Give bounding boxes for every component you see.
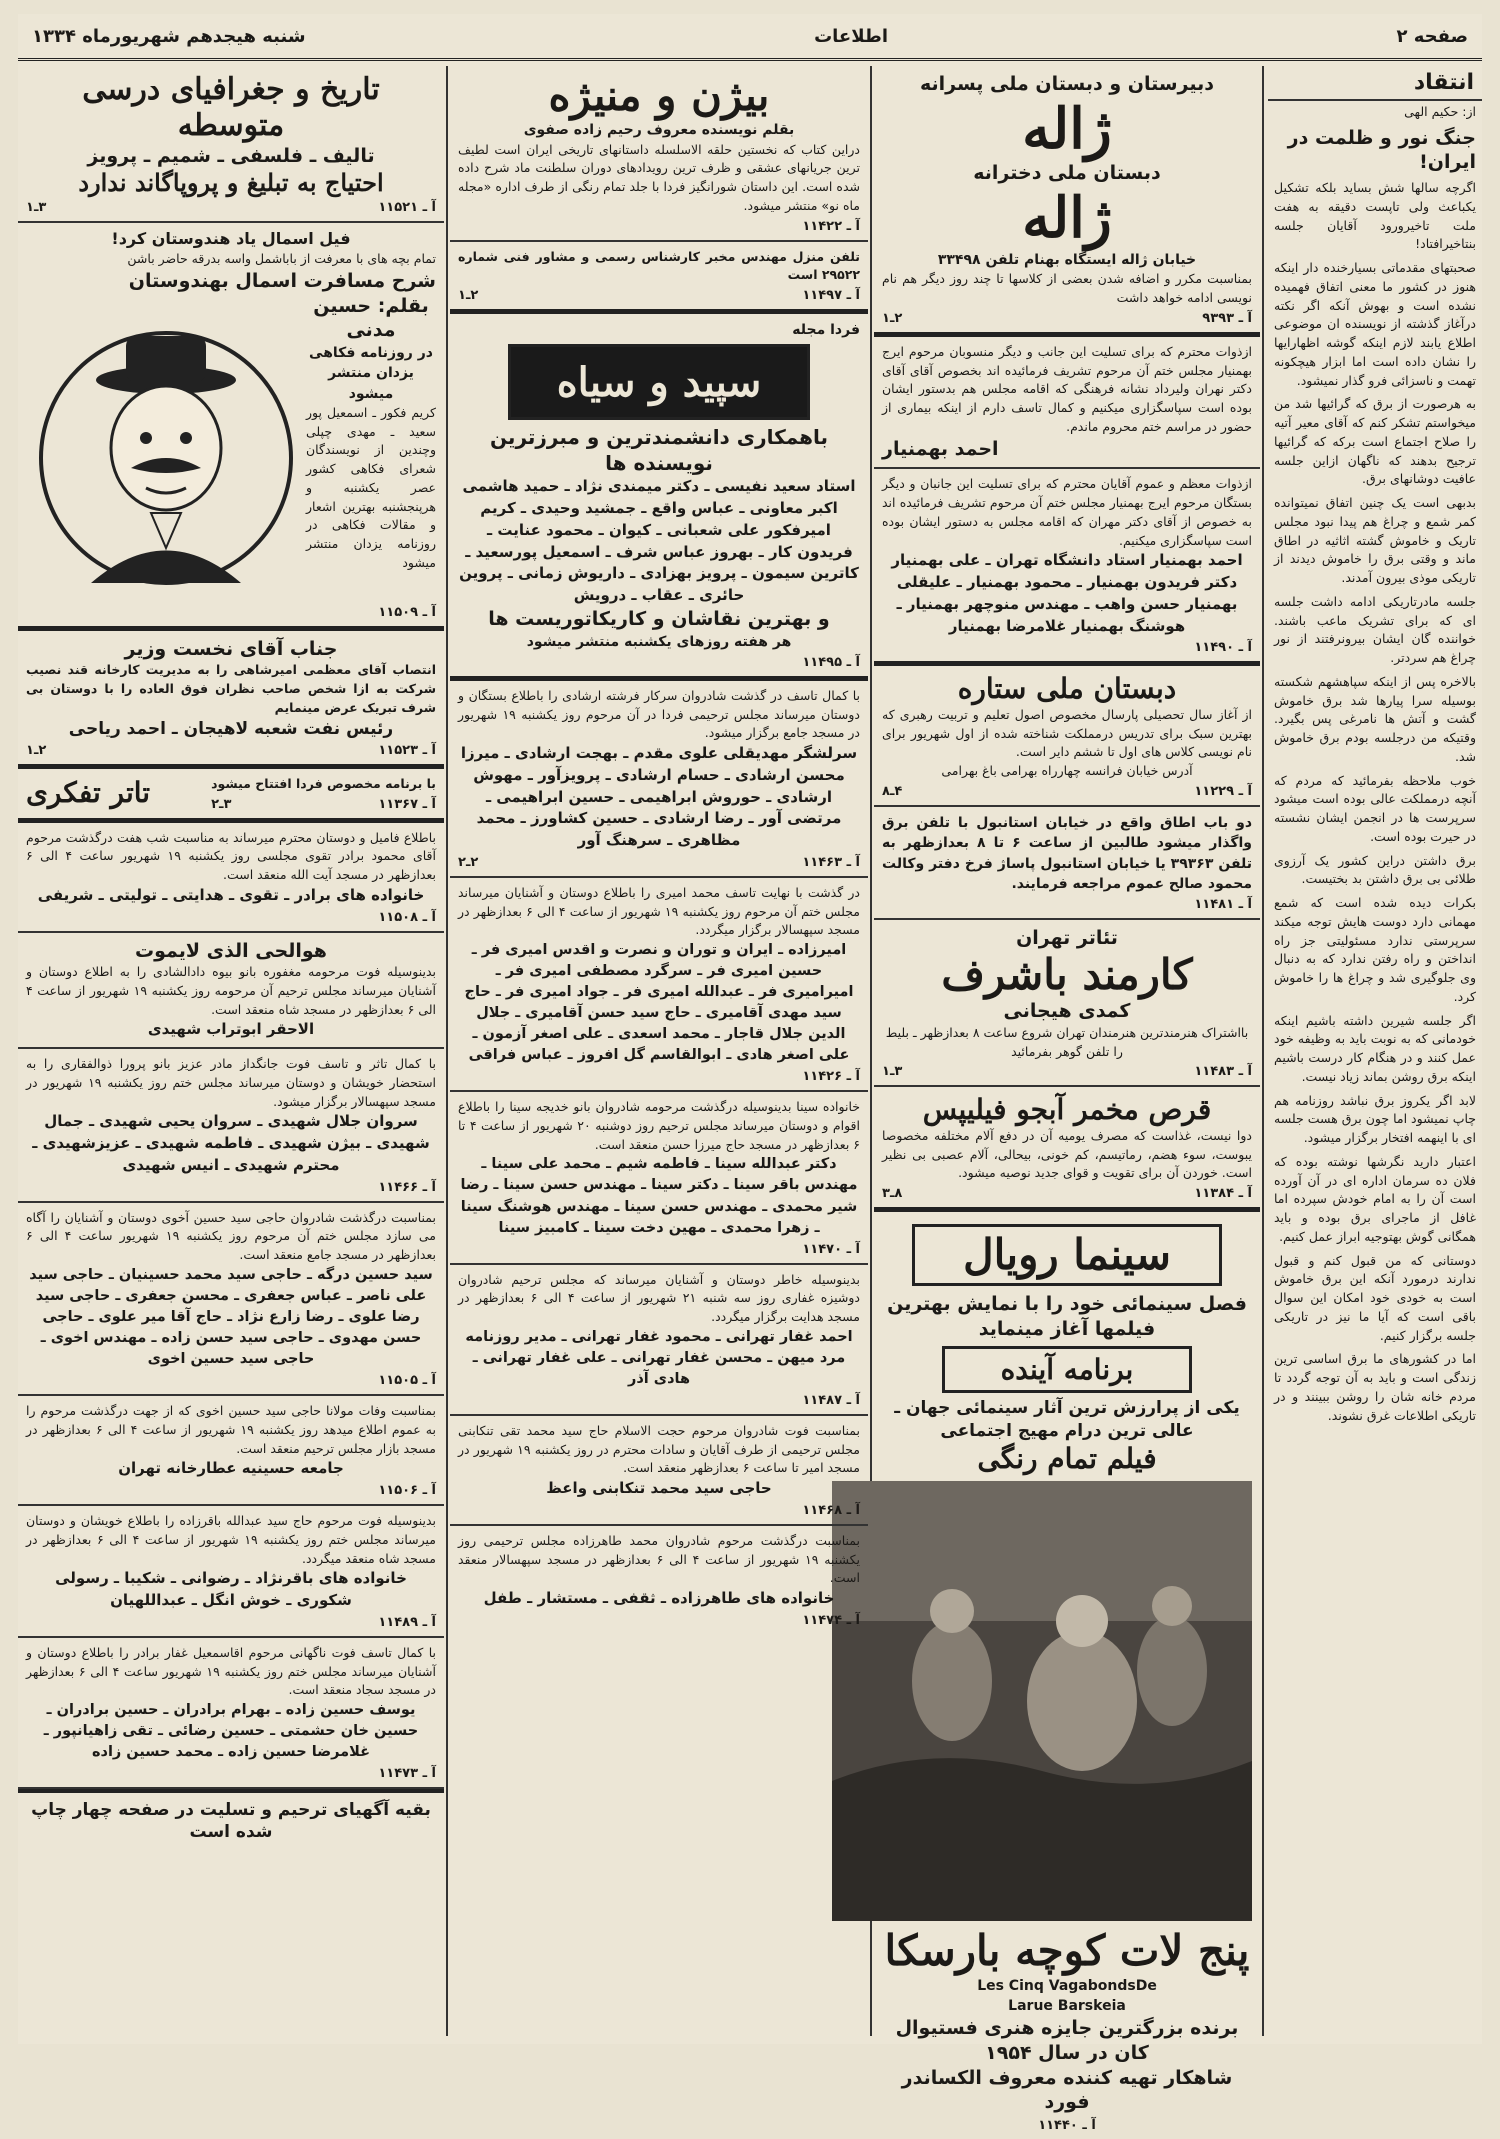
phone-notice-text: تلفن منزل مهندس مخبر کارشناس رسمی و مشاور فنی شماره ۲۹۵۲۲ است [458, 248, 860, 283]
ad-reference: آ ـ ۱۱۴۹۵ [802, 654, 860, 670]
ad-reference: آ ـ ۱۱۴۲۶ [802, 1069, 860, 1085]
critique-paragraph: برق داشتن دراین کشور یک آرزوی طلائی بی برق داشتن بد بختیست. [1274, 852, 1476, 887]
textbook-authors: تالیف ـ فلسفی ـ شمیم ـ پرویز [87, 145, 375, 167]
notice-names: خانواده های برادر ـ تقوی ـ هدایتی ـ تولیتی ـ شریفی [37, 885, 425, 904]
condolence-notice [18, 1506, 444, 1638]
travel-byline: بقلم: حسین مدنی [313, 294, 429, 342]
cinema-film-description: یکی از پرارزش ترین آثار سینمائی جهان ـ عالی ترین درام مهیج اجتماعی [894, 1398, 1240, 1441]
cinema-program-label: برنامه آینده [1000, 1352, 1134, 1386]
masthead-date: شنبه هیجدهم شهریورماه ۱۳۳۴ [32, 25, 306, 47]
notice-text: خانواده سینا بدینوسیله درگذشت مرحومه شادروان بانو خدیجه سینا را باطلاع اقوام و دوستان میرساند مجلس ترحیم روز دوشنبه ۲۰ شهریور از ساعت ۴ تا ۶ بعدازظهر در مسجد حاج میرزا حسن منعقد است. [458, 1099, 860, 1152]
notice-text: بمناسبت وفات مولانا حاجی سید حسین اخوی که از جهت درگذشت مرحوم را به عموم اطلاع میدهد روز یکشنبه ۱۹ شهریور از ساعت ۴ الی ۶ بعدازظهر در مسجد بازار مجلس ترحیم منعقد است. [26, 1403, 436, 1456]
ad-insert-number: ۳ـ۱ [26, 200, 47, 216]
book-title: بیژن و منیژه [548, 71, 770, 120]
pill-text: دوا نیست، غذاست که مصرف یومیه آن در دفع آلام مختلفه مخصوصا یبوست، سوء هضم، رماتیسم، کم خونی، بیحالی، آلام عصبی بی نظیر است. خوردن آن برای تقویت و قوای جدید نوصیه میشود. [882, 1127, 1252, 1181]
ad-reference: آ ـ ۱۱۴۲۲ [802, 218, 860, 234]
condolence-notice [450, 878, 868, 1092]
condolence-notice [450, 1416, 868, 1526]
ad-reference: آ ـ ۱۱۵۰۹ [378, 604, 436, 620]
ad-insert-number: ۲ـ۱ [882, 310, 903, 326]
zhaleh-school-name: ژاله [1022, 95, 1112, 162]
ad-insert-number: ۲ـ۱ [26, 742, 47, 758]
ad-reference: آ ـ ۱۱۴۸۷ [802, 1392, 860, 1408]
film-title-french-line1: Les Cinq VagabondsDe [977, 1977, 1157, 1994]
critique-paragraph: به هرصورت از برق که گرائیها شد من میخواستم تشکر کنم که آقای معیر آتیه را صلاح اجتماع است برکه که گرائیها ترجیح بدهند که ناگهان ازاین جلسه عافیت دوشانهای برق. [1274, 396, 1476, 487]
footer-text: بقیه آگهیای ترحیم و تسلیت در صفحه چهار چاپ شده است [31, 1800, 431, 1843]
magazine-logo [508, 344, 810, 420]
travel-heading: شرح مسافرت اسمال بهندوستان [128, 270, 436, 293]
prime-minister-notice [18, 631, 444, 769]
critique-paragraph: صحبتهای مقدماتی بسیارخنده دار اینکه هنوز در کشور ما معنی اتفاق فهمیده نشده است و بهوش آنکه اگر نکته درآغاز گذشته از نویسنده ان موضوعی اطلاع یابند لازم اینکه گوشه اظهارایها را نشان داده است اما ابزار هیچکونه تهمت و ناسزائی فرو گذار نمیشود. [1274, 260, 1476, 388]
ad-reference: آ ـ ۱۱۴۶۶ [378, 1179, 436, 1195]
critique-paragraph: اگر جلسه شیرین داشته باشیم اینکه خودمانی که به نوبت باید به وظیفه خود عمل کنند و در هنگام کار درست باشیم اینکه برق روشن بماند زیاد نیست. [1274, 1012, 1476, 1084]
notice-names: خانواده های طاهرزاده ـ ثقفی ـ مستشار ـ طفل [483, 1589, 835, 1608]
notice-names: حاجی سید محمد تنکابنی واعظ [546, 1479, 772, 1498]
ad-reference: آ ـ ۱۱۴۷۳ [378, 1766, 436, 1782]
ad-reference: آ ـ ۱۱۴۸۹ [378, 1614, 436, 1630]
sepid-va-siah-magazine-ad [450, 314, 868, 681]
travel-text: کریم فکور ـ اسمعیل پور سعید ـ مهدی چپلی وچندین از نویسندگان شعرای فکاهی کشور عصر یکشنبه و هرپنجشنبه بهترین اشعار و مقالات فکاهی در روزنامه یزدان منتشر میشود [306, 404, 436, 570]
critique-paragraph: بکرات دیده شده است که شمع مهمانی دارد دوست هایش توجه میکند سرپرستی ندارد مسئولیتی جز راه انداختن و راه رفتن ندارد که به دنبال وی جلوگیری شد و چراغ ها را خاموش کرد. [1274, 895, 1476, 1004]
column-rule [1262, 66, 1264, 2036]
history-textbook-ad [18, 66, 444, 223]
notice-names: امیرزاده ـ ایران و توران و نصرت و اقدس امیری فر ـ حسین امیری فر ـ سرگرد مصطفی امیری فر ـ امیرامیری فر ـ عبدالله امیری فر ـ جواد امیری فر ـ حاج سید مهدی آقامیری ـ حاج سید حسن آقامیری ـ جلال الدین جلال قاجار ـ محمد اسعدی ـ علی اصغر آزمون ـ علی اصغر هادی ـ ابوالقاسم گل افروز ـ عباس فراقی [464, 942, 854, 1064]
ad-reference: آ ـ ۱۱۴۸۳ [1194, 1064, 1252, 1080]
ad-reference: آ ـ ۱۱۵۲۳ [378, 742, 436, 758]
setareh-title: دبستان ملی ستاره [957, 672, 1177, 706]
bizhan-book-ad [450, 66, 868, 242]
magazine-contributors: استاد سعید نفیسی ـ دکتر میمندی نژاد ـ حمید هاشمی اکبر معاونی ـ عباس واقع ـ جمشید وحیدی ـ کریم امیرفکور علی شعبانی ـ کیوان ـ محمود عنایت ـ فریدون کار ـ بهروز عباس شرف ـ اسمعیل پورسعید ـ کاترین سیمون ـ پرویز بهزادی ـ داریوش زمانی ـ پروین حائری ـ عقاب ـ درویش [459, 477, 859, 605]
notice-names: یوسف حسین زاده ـ بهرام برادران ـ حسین برادران ـ حسین خان حشمتی ـ حسین رضائی ـ تقی زاهیانپور ـ غلامرضا حسین زاده ـ محمد حسین زاده [43, 1702, 419, 1761]
notice-names: دکتر عبدالله سینا ـ فاطمه شیم ـ محمد علی سینا ـ مهندس باقر سینا ـ دکتر سینا ـ مهندس حسن سینا ـ رضا شیر محمدی ـ مهندس حسن سینا ـ مهندس هوشنگ سینا ـ زهرا محمدی ـ مهین دخت سینا ـ کامبیز سینا [460, 1156, 858, 1236]
ad-reference: آ ـ ۱۱۳۶۷ [378, 796, 436, 812]
textbook-title: تاریخ و جغرافیای درسی متوسطه [82, 72, 380, 143]
condolence-notice [450, 1265, 868, 1416]
condolence-notice [18, 823, 444, 933]
play-title: کارمند باشرف [941, 949, 1193, 999]
pill-ad [874, 1087, 1260, 1212]
condolence-notice [450, 1092, 868, 1264]
notice-names: سید حسین درگه ـ حاجی سید محمد حسینیان ـ حاجی سید علی ناصر ـ عباس جعفری ـ محسن جعفری ـ حاجی سید رضا علوی ـ رضا زارع نژاد ـ حاج آقا میر علوی ـ حاجی حسن مهدوی ـ حاجی سید حسن زاده ـ مهندس اخوی ـ حاجی سید حسین اخوی [29, 1266, 433, 1367]
zhaleh-girls-school-name: ژاله [1022, 184, 1112, 251]
film-director: شاهکار تهیه کننده معروف الکساندر فورد [901, 2066, 1233, 2114]
rooms-text: دو باب اطاق واقع در خیابان استانبول با تلفن برق واگذار میشود طالبین از ساعت ۶ تا ۸ بعدازظهر به تلفن ۳۹۳۶۳ یا خیابان استانبول پاساژ فرخ دفتر وکالت محمود صالح عموم مراجعه فرمایند. [882, 814, 1252, 892]
ad-reference: آ ـ ۱۱۵۲۱ [378, 200, 436, 216]
ad-insert-number: ۳ـ۱ [882, 1064, 903, 1080]
travel-weekly: در روزنامه فکاهی یزدان منتشر میشود [309, 345, 433, 402]
ad-reference: آ ـ ۱۱۴۷۰ [802, 1241, 860, 1257]
setareh-school-ad [874, 666, 1260, 807]
magazine-artists: و بهترین نقاشان و کاریکاتوریست ها [488, 607, 830, 630]
film-still-photo [832, 1481, 1252, 1921]
notice-text: در گذشت با نهایت تاسف محمد امیری را باطلاع دوستان و آشنایان میرساند مجلس ختم آن مرحوم روز یکشنبه ۱۹ شهریور از ساعت ۴ الی ۶ بعدازظهر در مسجد سپهسالار برگزار میگردد. [458, 884, 860, 938]
book-byline: بقلم نویسنده معروف رحیم زاده صفوی [523, 122, 795, 139]
caricature-illustration [31, 298, 301, 598]
critique-paragraph: بالاخره پس از اینکه سپاهشهم شکسته بوسیله سرا پیارها شد برق خاموش گشت و آتش ها نامرغی پس بگیرد. وقتیکه من درجلسه بودم برق خاموش شد. [1274, 673, 1476, 764]
ad-reference: آ ـ ۱۱۵۰۶ [378, 1483, 436, 1499]
ad-reference: آ ـ ۱۱۲۲۹ [1194, 783, 1252, 799]
zhaleh-girls-school-label: دبستان ملی دخترانه [973, 162, 1161, 185]
condolence-notice [18, 1396, 444, 1506]
notice-text: بمناسبت فوت شادروان مرحوم حجت الاسلام حاج سید محمد تقی تنکابنی مجلس ترحیمی از طرف آقایان و سادات محترم در روز یکشنبه ۱۹ شهریور در مسجد امیر تا ساعت ۶ بعدازظهر منعقد است. [458, 1422, 860, 1476]
ad-reference: آ ـ ۱۱۵۰۵ [378, 1373, 436, 1389]
notice-names: الاحقر ابوتراب شهیدی [147, 1020, 315, 1039]
cinema-royal-ad [874, 1212, 1260, 2139]
ad-reference: آ ـ ۱۱۵۰۸ [378, 909, 436, 925]
notice-text: بدینوسیله خاطر دوستان و آشنایان میرساند که مجلس ترحیم شادروان دوشیزه غفاری روز سه شنبه ۲۱ شهریور از ساعت ۴ الی ۶ بعدازظهر در مسجد هدایت برگزار میگردد. [458, 1271, 860, 1325]
zhaleh-boys-school-label: دبیرستان و دبستان ملی پسرانه [919, 73, 1215, 95]
condolence-notice [874, 337, 1260, 469]
condolence-notice [874, 469, 1260, 666]
zhaleh-note: بمناسبت مکرر و اضافه شدن بعضی از کلاسها تا چند روز دیگر هم نام نویسی ادامه خواهد داشت [882, 271, 1252, 306]
notice-names: خانواده های باقرنژاد ـ رضوانی ـ شکیبا ـ رسولی شکوری ـ خوش انگل ـ عبداللهیان [55, 1569, 407, 1610]
cinema-color-label: فیلم تمام رنگی [977, 1441, 1157, 1475]
condolence-notice [18, 1049, 444, 1203]
ad-reference: آ ـ ۱۱۴۶۳ [802, 854, 860, 870]
critique-paragraph: اعتبار دارید نگرشها نوشته بوده که فلان ده سرمان اداره ای در آن آورده است آن را به امام خودش سپرده اما غافل از ماجرای برق بوده و باید همگانی گوش بهتوجیه ابراز عمل کنیم. [1274, 1153, 1476, 1244]
notice-text: بدینوسیله فوت مرحومه مغفوره بانو بیوه دادالشادی را به اطلاع دوستان و آشنایان میرساند مجلس ترحیم آن مرحومه روز یکشنبه ۱۹ شهریور از ساعت ۴ الی ۶ بعدازظهر در مسجد شاه منعقد است. [26, 964, 436, 1017]
ad-reference: آ ـ ۱۱۳۸۴ [1194, 1186, 1252, 1202]
ad-reference: آ ـ ۱۱۴۹۷ [802, 288, 860, 304]
critique-title: انتقاد [1268, 66, 1482, 101]
pm-signature: رئیس نفت شعبه لاهیجان ـ احمد ریاحی [68, 718, 394, 739]
ad-reference: آ ـ ۱۱۴۷۴ [802, 1612, 860, 1628]
notice-text: بمناسبت درگذشت مرحوم شادروان محمد طاهرزاده مجلس ترحیمی روز یکشنبه ۱۹ شهریور از ساعت ۴ الی ۶ بعدازظهر در مسجد سپهسالار منعقد است. [458, 1532, 860, 1586]
critique-paragraph: لابد اگر یکروز برق نباشد روزنامه هم چاپ نمیشود اما چون برق هست جلسه ای با اینهمه افتخار برگزار میشود. [1274, 1092, 1476, 1146]
zhaleh-school-ad [874, 66, 1260, 337]
film-award: برنده بزرگترین جایزه هنری فستیوال کان در سال ۱۹۵۴ [895, 2017, 1239, 2064]
notice-text: باطلاع فامیل و دوستان محترم میرساند به مناسبت شب هفت درگذشت مرحوم آقای محمود برادر تقوی مجلسی روز یکشنبه ۱۹ شهریور ساعت ۴ الی ۶ بعدازظهر در مسجد آیت الله منعقد است. [26, 829, 436, 882]
book-description: دراین کتاب که نخستین حلقه الاسلسله داستانهای تاریخی ایران است لطیف ترین جریانهای عشقی و ظرف ترین رویدادهای دوران سلطنت ماد شرح داده شده است. این داستان شورانگیز فردا با جلد تمام رنگی از طرف اداره «مجله ماه نو» منتشر میشود. [458, 141, 860, 213]
critique-paragraph: اما در کشورهای ما برق اساسی ترین زندگی است و باید به آن توجه گردد تا مردم خانه شان را روشن ببینند و در تاریکی اطلاعات غرق نشوند. [1274, 1351, 1476, 1423]
film-title: پنج لات کوچه بارسکا [884, 1926, 1250, 1976]
critique-column [1268, 66, 1482, 2036]
condolence-notice [450, 681, 868, 878]
critique-author: از: حکیم الهی [1404, 104, 1476, 119]
taghakori-pre-label: با برنامه مخصوص فردا افتتاح میشود [211, 775, 436, 791]
ad-reference: آ ـ ۱۱۴۹۰ [1194, 640, 1252, 656]
notice-title: هوالحی الذی لایموت [135, 939, 327, 962]
ad-reference: آ ـ ۹۳۹۳ [1202, 310, 1252, 326]
notice-text: ازذوات محترم که برای تسلیت این جانب و دیگر منسوبان مرحوم ایرج بهمنیار مجلس ختم آن مرحوم تشریف فرمائیده اند بخصوص آقای آقای دکتر نهران ولیرداد نشانه فرهنگی که اقامه مجلس هم بدستور ایشان بوده است سپاسگزاری میکنیم و کمال تاسف دارم از اینکه بیماری از حضور در مراسم ختم محروم ماندم. [882, 343, 1252, 434]
critique-heading: جنگ نور و ظلمت در ایران! [1287, 126, 1476, 174]
condolence-notice [18, 1638, 444, 1789]
elephant-headline: فیل اسمال یاد هندوستان کرد! [111, 229, 351, 249]
condolence-notice [18, 1203, 444, 1396]
critique-paragraph: دوستانی که من قبول کنم و قبول ندارند درمورد آنکه این برق خاموش است به خودی خود امکان این سوال باقی است که آیا ما نیز در تاریکی جلسه برگزار کنیم. [1274, 1252, 1476, 1343]
engineer-phone-notice [450, 242, 868, 315]
pm-title: جناب آقای نخست وزیر [124, 637, 338, 660]
ad-insert-number: ۳ـ۲ [211, 796, 232, 812]
masthead [18, 14, 1482, 61]
notice-text: ازذوات معظم و عموم آقایان محترم که برای تسلیت این جانبان و دیگر بستگان مرحوم ایرج بهمنیار مجلس ختم آن مرحوم تشریف فرمائیده اند به خصوص از آقای دکتر مهران که اقامه مجلس به دستور ایشان بوده است سپاسگزاری میکنیم. [882, 476, 1252, 548]
notice-text: با کمال تاسف در گذشت شادروان سرکار فرشته ارشادی را باطلاع بستگان و دوستان میرساند مجلس ترحیمی فردا در آن مرحوم روز یکشنبه ۱۹ شهریور در مسجد جامع برگزار میشود. [458, 687, 860, 741]
critique-paragraph: جلسه مادرتاریکی ادامه داشت جلسه ای که برای تشریک ماعب باشند. خواننده گان ایشان بیرونرفتند از نور چراغ هم سردتر. [1274, 593, 1476, 666]
setareh-text: از آغاز سال تحصیلی پارسال مخصوص اصول تعلیم و تربیت رهبری که بهترین سبک برای تدریس درمملکت شناخته شده از اول شهریور برای نام نویسی کلاس های اول تا ششم دایر است. [882, 706, 1252, 760]
theater-ad [874, 920, 1260, 1087]
critique-paragraph: اگرچه سالها شش بساید بلکه تشکیل یکباعث ولی تاپست دقیقه به هفت ملت تاخیرورود آقایان جلسه بنتاخیرافتاد! [1274, 180, 1476, 252]
elephant-subline: تمام بچه های با معرفت از باباشمل واسه بدرقه حاضر باشن [127, 251, 436, 267]
yazdan-humor-ad [18, 223, 444, 630]
critique-paragraph: خوب ملاحظه بفرمائید که مردم که آنچه درمملکت عالی بوده است میشود سرپرست ها در انجمن ایشان نشسته در حیرت بوده است. [1274, 772, 1476, 844]
notice-text: با کمال تاسف فوت ناگهانی مرحوم اقاسمعیل غفار برادر را باطلاع دوستان و آشنایان میرساند مجلس ختم روز یکشنبه ۱۹ شهریور ساعت ۴ الی ۶ بعدازظهر در مسجد سجاد منعقد است. [26, 1644, 436, 1698]
notice-names: سرلشگر مهدیقلی علوی مقدم ـ بهجت ارشادی ـ میرزا محسن ارشادی ـ حسام ارشادی ـ پرویزآور ـ مهوش ارشادی ـ حوروش ابراهیمی ـ حسین ابراهیمی ـ مرتضی آور ـ رضا ارشادی ـ حسین کشاورز ـ محمد مظاهری ـ سرهنگ آور [460, 744, 858, 850]
ads-column-center [450, 66, 868, 2036]
cinema-tagline: فصل سینمائی خود را با نمایش بهترین فیلمها آغاز مینماید [887, 1293, 1247, 1341]
magazine-headline: باهمکاری دانشمندترین و مبرزترین نویسنده ها [489, 425, 829, 476]
notice-names: احمد غفار تهرانی ـ محمود غفار تهرانی ـ مدیر روزنامه مرد میهن ـ محسن غفار تهرانی ـ علی غفار تهرانی ـ هادی آذر [465, 1328, 853, 1387]
magazine-schedule: هر هفته روزهای یکشنبه منتشر میشود [526, 633, 792, 650]
textbook-tagline: احتیاج به تبلیغ و پروپاگاند ندارد [78, 167, 384, 197]
rooms-for-rent-ad [874, 807, 1260, 920]
notice-text: بدینوسیله فوت مرحوم حاج سید عبدالله باقرزاده را باطلاع خویشان و دوستان میرساند مجلس ختم روز یکشنبه ۱۹ شهریور از ساعت ۴ الی ۶ بعدازظهر در مسجد شاه منعقد میگردد. [26, 1513, 436, 1566]
masthead-paper-name: اطلاعات [814, 25, 888, 47]
film-title-french-line2: Larue Barskeia [1008, 1997, 1126, 2014]
critique-body [1268, 177, 1482, 1432]
notice-text: با کمال تاثر و تاسف فوت جانگداز مادر عزیز بانو پرورا ذوالفقاری را به استحضار خویشان و دوستان میرساند مجلس ختم روز یکشنبه ۱۹ شهریور در مسجد سپهسالار برگزار میشود. [26, 1056, 437, 1109]
taghakori-name: تاتر تفکری [26, 776, 151, 810]
notice-names: سروان جلال شهیدی ـ سروان یحیی شهیدی ـ جمال شهیدی ـ بیژن شهیدی ـ فاطمه شهیدی ـ عزیزشهیدی ـ محترم شهیدی ـ انیس شهیدی [32, 1112, 430, 1174]
magazine-pre-label: فردا مجله [792, 322, 860, 339]
ad-insert-number: ۸ـ۳ [882, 1186, 903, 1202]
notice-signature: احمد بهمنیار [882, 437, 999, 460]
ad-insert-number: ۲ـ۱ [458, 288, 479, 304]
ad-insert-number: ۴ـ۸ [882, 783, 903, 799]
condolence-notice [18, 933, 444, 1050]
ad-reference: آ ـ ۱۱۴۸۱ [1194, 897, 1252, 913]
ads-column-left [18, 66, 444, 2036]
magazine-name: سپید و سیاه [556, 358, 762, 406]
play-details: بااشتراک هنرمندترین هنرمندان تهران شروع ساعت ۸ بعدازظهر ـ بلیط را تلفن گوهر بفرمائید [885, 1024, 1249, 1059]
ad-reference: آ ـ ۱۱۴۴۰ [1038, 2117, 1096, 2133]
notice-names: جامعه حسینیه عطارخانه تهران [118, 1459, 344, 1478]
taghakori-theater-ad [18, 769, 444, 823]
cinema-name: سینما رویال [963, 1230, 1171, 1280]
play-genre: کمدی هیجانی [1003, 1000, 1131, 1023]
notice-text: بمناسبت درگذشت شادروان حاجی سید حسین آخوی دوستان و آشنایان را آگاه می سازد مجلس ختم آن مرحوم روز یکشنبه ۱۹ شهریور ساعت ۴ الی ۶ بعدازظهر در مسجد جامع منعقد است. [26, 1209, 436, 1263]
newspaper-page [18, 14, 1482, 2133]
ad-reference: آ ـ ۱۱۴۶۸ [802, 1502, 860, 1518]
page-footer-note [18, 1789, 444, 1849]
condolence-notice [450, 1526, 868, 1634]
ads-column-right [874, 66, 1260, 2133]
notice-names: احمد بهمنیار استاد دانشگاه تهران ـ علی بهمنیار دکتر فریدون بهمنیار ـ محمود بهمنیار ـ علیقلی بهمنیار حسن واهب ـ مهندس منوچهر بهمنیار ـ هوشنگ بهمنیار غلامرضا بهمنیار [891, 551, 1243, 635]
theater-name: تئاتر تهران [1016, 927, 1118, 950]
ad-insert-number: ۲ـ۲ [458, 854, 479, 870]
pill-title: قرص مخمر آبجو فیلیپس [922, 1093, 1212, 1127]
pm-text: انتصاب آقای معظمی امیرشاهی را به مدیریت کارخانه قند نصیب شرکت به ازا شخص صاحب نظران فوق العاده را با دوستان بی شرف تبریک عرض مینمایم [26, 662, 436, 715]
zhaleh-address: خیابان ژاله ایستگاه بهنام تلفن ۳۳۴۹۸ [937, 252, 1197, 269]
critique-paragraph: بدبهی است یک چنین اتفاق نمیتوانده کمر شمع و چراغ هم پیدا نبود مجلس تاریک و خاموش گشته اثاثیه در اطاق ماند و وقتی برق را خاموش دیدند از تاریکی موذی بیرون آمدند. [1274, 495, 1476, 586]
column-rule [446, 66, 448, 2036]
setareh-address: آدرس خیابان فرانسه چهارراه بهرامی باغ بهرامی [941, 763, 1193, 779]
masthead-page-number: صفحه ۲ [1396, 25, 1468, 47]
